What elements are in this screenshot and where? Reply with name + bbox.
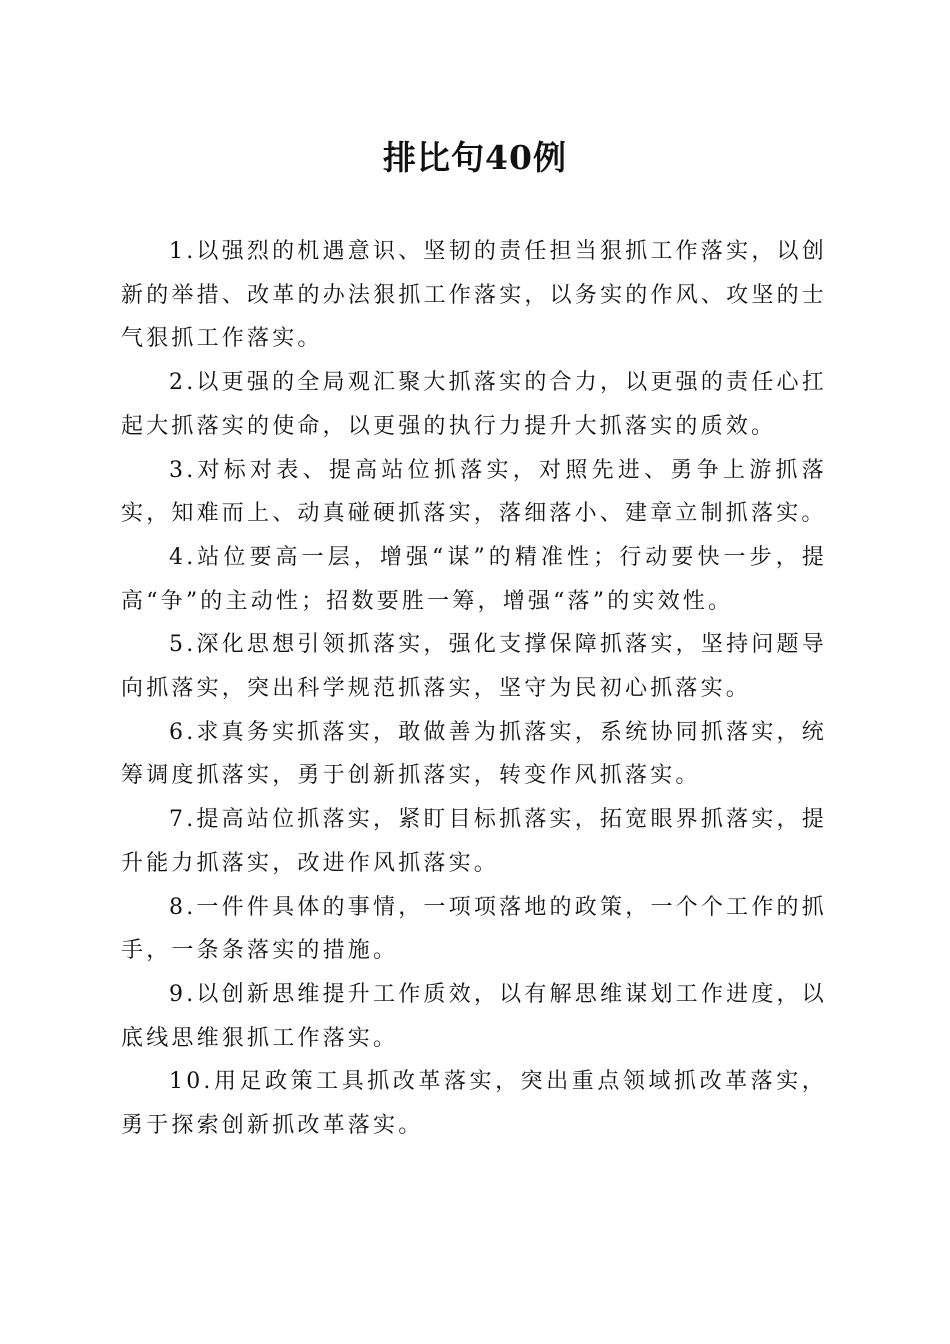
paragraph-5: 5.深化思想引领抓落实，强化支撑保障抓落实，坚持问题导向抓落实，突出科学规范抓落实，坚守为民初心抓落实。 [121, 632, 827, 702]
document-title: 排比句40例 [383, 138, 567, 177]
paragraph-3: 3.对标对表、提高站位抓落实，对照先进、勇争上游抓落实，知难而上、动真碰硬抓落实，落细落小、建章立制抓落实。 [121, 457, 827, 527]
paragraph-6: 6.求真务实抓落实，敢做善为抓落实，系统协同抓落实，统筹调度抓落实，勇于创新抓落实，转变作风抓落实。 [121, 719, 827, 789]
paragraph-4: 4.站位要高一层，增强“谋”的精准性；行动要快一步，提高“争”的主动性；招数要胜一筹，增强“落”的实效性。 [121, 544, 827, 614]
paragraph-1: 1.以强烈的机遇意识、坚韧的责任担当狠抓工作落实，以创新的举措、改革的办法狠抓工作落实，以务实的作风、攻坚的士气狠抓工作落实。 [121, 239, 827, 352]
paragraph-9: 9.以创新思维提升工作质效，以有解思维谋划工作进度，以底线思维狠抓工作落实。 [121, 981, 827, 1051]
paragraph-2: 2.以更强的全局观汇聚大抓落实的合力，以更强的责任心扛起大抓落实的使命，以更强的执行力提升大抓落实的质效。 [121, 370, 827, 439]
paragraph-7: 7.提高站位抓落实，紧盯目标抓落实，拓宽眼界抓落实，提升能力抓落实，改进作风抓落实。 [121, 807, 827, 876]
paragraph-8: 8.一件件具体的事情，一项项落地的政策，一个个工作的抓手，一条条落实的措施。 [121, 894, 827, 964]
paragraph-10: 10.用足政策工具抓改革落实，突出重点领域抓改革落实，勇于探索创新抓改革落实。 [121, 1069, 827, 1139]
document-body [121, 230, 827, 1148]
